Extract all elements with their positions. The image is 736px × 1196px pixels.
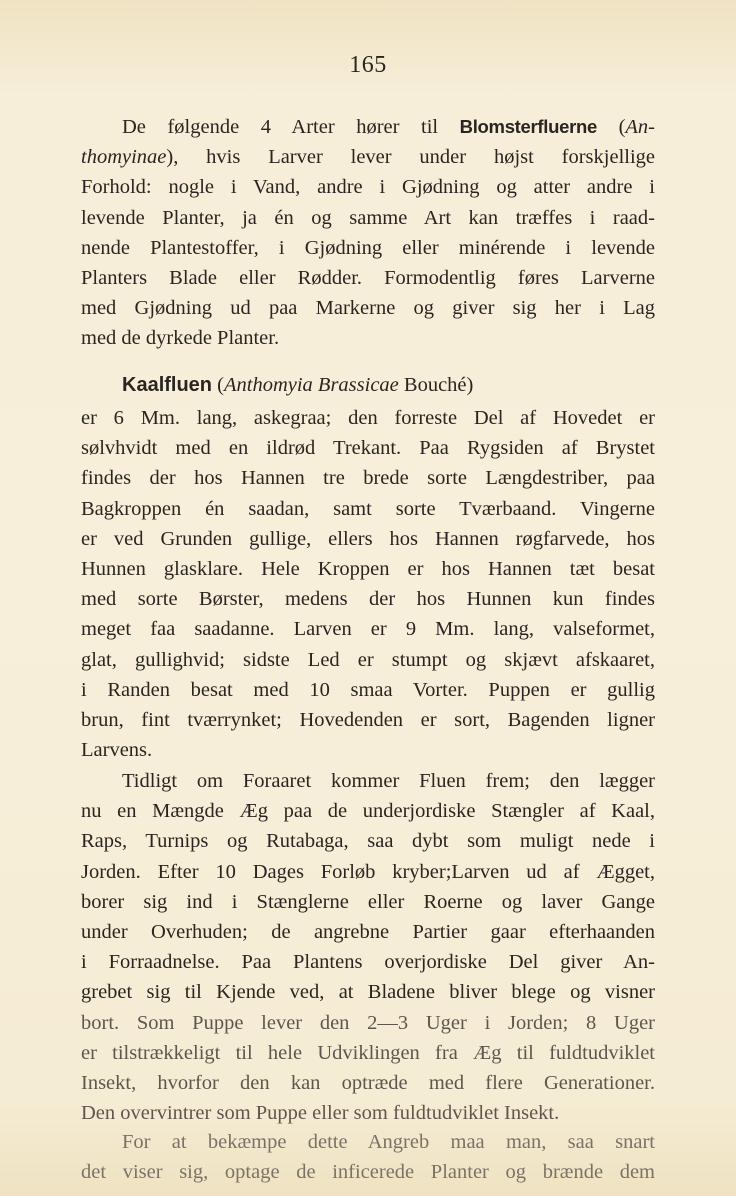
text-line: grebet sig til Kjende ved, at Bladene bliver blege og visner <box>81 981 655 1004</box>
lifecycle-paragraph <box>81 766 655 1128</box>
text-line: borer sig ind i Stænglerne eller Roerne og laver Gange <box>81 890 655 913</box>
text-line: Insekt, hvorfor den kan optræde med flere Generationer. <box>81 1072 655 1095</box>
family-name: Blomsterfluerne <box>459 116 598 137</box>
latin-name: Anthomyia Brassicae <box>223 374 399 396</box>
page-number: 165 <box>349 52 387 78</box>
text-line: Forhold: nogle i Vand, andre i Gjødning og atter andre i <box>81 176 655 199</box>
text-line: er 6 Mm. lang, askegraa; den forreste Del af Hovedet er <box>81 407 655 429</box>
text-line: Hunnen glasklare. Hele Kroppen er hos Hannen tæt besat <box>81 558 655 581</box>
text-line: levende Planter, ja én og samme Art kan træffes i raad- <box>81 206 655 229</box>
text-line: med Gjødning ud paa Markerne og giver sig her i Lag <box>81 297 655 320</box>
text-line: under Overhuden; de angrebne Partier gaar efterhaanden <box>81 921 655 944</box>
text-line: Tidligt om Foraaret kommer Fluen frem; den lægger <box>122 770 655 792</box>
text-line: Den overvintrer som Puppe eller som fuldtudviklet Insekt. <box>81 1102 560 1125</box>
text-line: i Randen besat med 10 smaa Vorter. Puppen er gullig <box>81 678 655 701</box>
text-line: med de dyrkede Planter. <box>81 327 280 350</box>
text-line: i Forraadnelse. Paa Plantens overjordiske Del giver An- <box>81 951 655 974</box>
text-line: glat, gullighvid; sidste Led er stumpt og skjævt afskaaret, <box>81 648 655 671</box>
text-line: findes der hos Hannen tre brede sorte Længdestriber, paa <box>81 467 655 490</box>
text-line: Jorden. Efter 10 Dages Forløb kryber;Larven ud af Ægget, <box>81 860 655 883</box>
text-line: bort. Som Puppe lever den 2—3 Uger i Jorden; 8 Uger <box>81 1011 655 1034</box>
text-line: brun, fint tværrynket; Hovedenden er sort, Bagenden ligner <box>81 709 655 732</box>
species-name: Kaalfluen <box>122 374 213 396</box>
control-paragraph <box>81 1127 655 1187</box>
text-line: Larvens. <box>81 739 153 762</box>
text-line: Bagkroppen én saadan, samt sorte Tværbaand. Vingerne <box>81 497 655 520</box>
text-line: meget faa saadanne. Larven er 9 Mm. lang, valseformet, <box>81 618 655 641</box>
text-line: Planters Blade eller Rødder. Formodentlig føres Larverne <box>81 267 655 290</box>
text-line: det viser sig, optage de inficerede Planter og brænde dem <box>81 1161 655 1184</box>
text-line: nu en Mængde Æg paa de underjordiske Stængler af Kaal, <box>81 800 655 823</box>
text-line: nende Plantestoffer, i Gjødning eller minérende i levende <box>81 236 655 259</box>
text-line: For at bekæmpe dette Angreb maa man, saa snart <box>122 1131 655 1153</box>
description-paragraph <box>81 403 655 765</box>
text-line: med sorte Børster, medens der hos Hunnen kun findes <box>81 588 655 611</box>
intro-paragraph <box>81 112 655 354</box>
species-heading: Kaalfluen (Anthomyia Brassicae Bouché) <box>122 374 474 396</box>
text-line: er tilstrækkeligt til hele Udviklingen fra Æg til fuldtudviklet <box>81 1041 655 1064</box>
text-line: thomyinae), hvis Larver lever under højst forskjellige <box>81 146 655 169</box>
text-line: De følgende 4 Arter hører til Blomsterfluerne (An- <box>122 116 656 138</box>
text-line: sølvhvidt med en ildrød Trekant. Paa Rygsiden af Brystet <box>81 437 655 460</box>
text-line: Raps, Turnips og Rutabaga, saa dybt som muligt nede i <box>81 830 655 853</box>
text-line: er ved Grunden gullige, ellers hos Hannen røgfarvede, hos <box>81 527 655 550</box>
